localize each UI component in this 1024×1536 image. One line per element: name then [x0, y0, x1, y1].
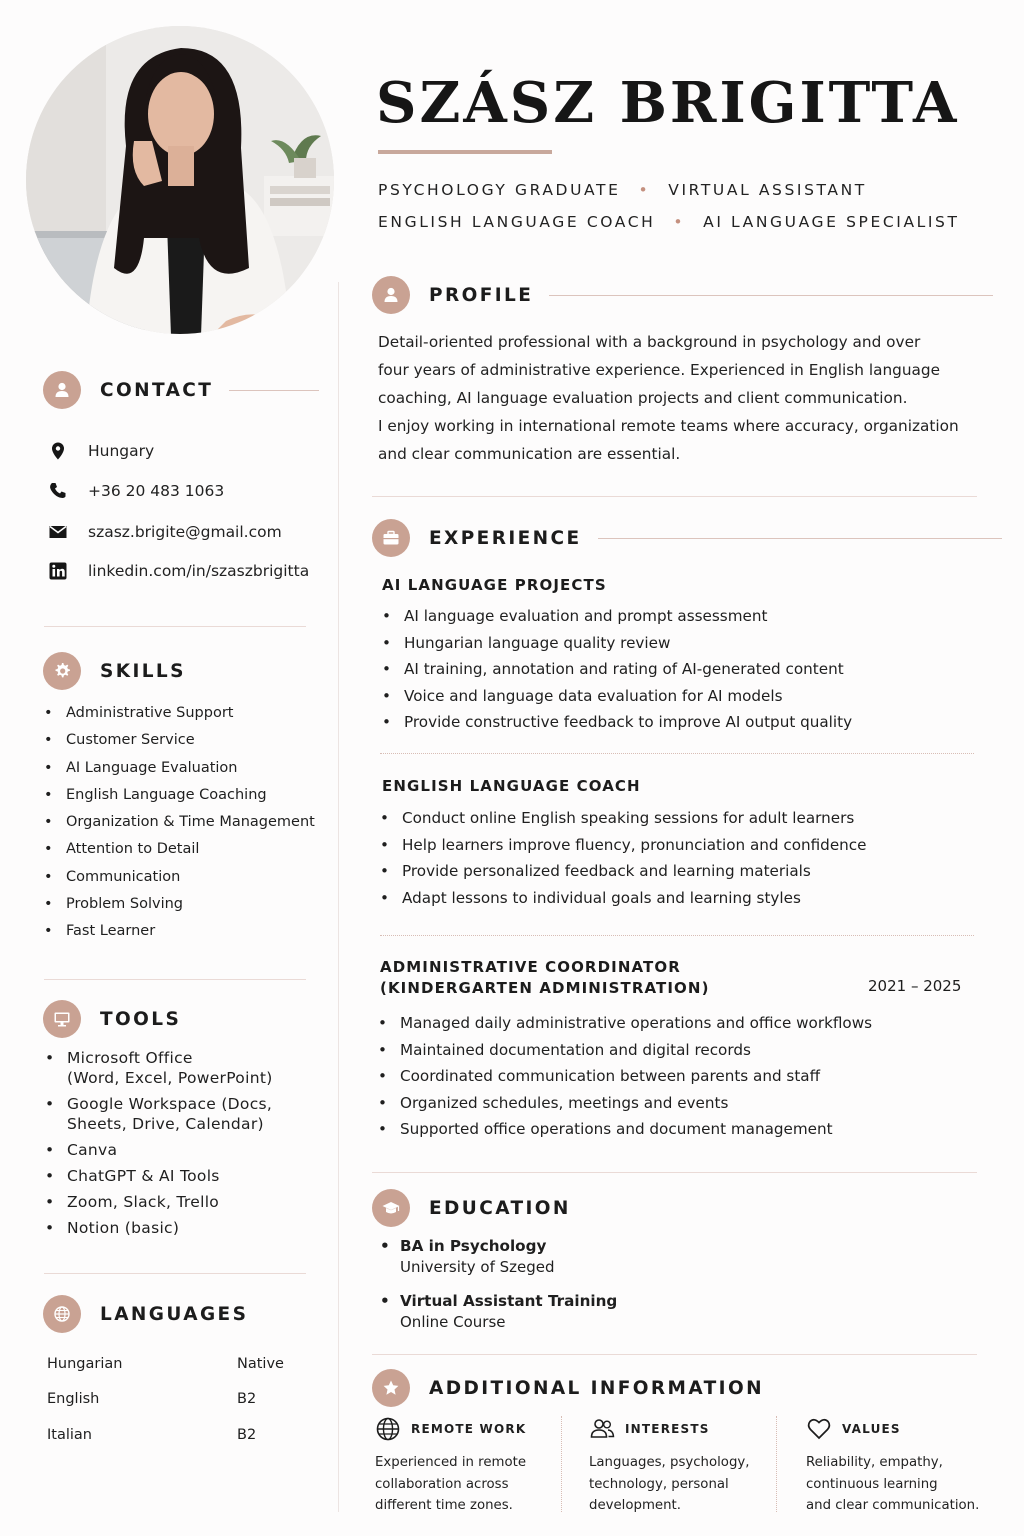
- job-bullet: • Adapt lessons to individual goals and learning styles: [380, 885, 866, 912]
- job-bullet: • Supported office operations and document management: [378, 1116, 872, 1143]
- experience-section-header: [372, 519, 1002, 557]
- tagline-item: ENGLISH LANGUAGE COACH: [378, 213, 656, 231]
- location-pin-icon: [46, 439, 70, 463]
- monitor-icon: [43, 1000, 81, 1038]
- person-icon: [43, 371, 81, 409]
- people-icon: [589, 1416, 615, 1442]
- globe-icon: [375, 1416, 401, 1442]
- institution: University of Szeged: [400, 1258, 555, 1276]
- languages-title: LANGUAGES: [100, 1303, 249, 1325]
- phone-icon: [46, 479, 70, 503]
- tool-name: • Microsoft Office: [67, 1049, 193, 1067]
- profile-line: I enjoy working in international remote teams where accuracy, organization: [378, 417, 959, 435]
- additional-column-values: [806, 1416, 1006, 1517]
- column-separator: [776, 1416, 777, 1512]
- tool-detail: (Word, Excel, PowerPoint): [67, 1069, 273, 1087]
- tool-name: • ChatGPT & AI Tools: [67, 1167, 220, 1185]
- job-bullet: • Maintained documentation and digital records: [378, 1037, 872, 1064]
- experience-title: EXPERIENCE: [429, 527, 582, 549]
- language-name: Italian: [47, 1427, 92, 1443]
- additional-text: [589, 1452, 769, 1517]
- profile-title: PROFILE: [429, 284, 534, 306]
- contact-section-header: [43, 371, 319, 409]
- heart-icon: [806, 1416, 832, 1442]
- tool-item: [45, 1166, 273, 1186]
- job-bullet: • Coordinated communication between parents and staff: [378, 1063, 872, 1090]
- sidebar-divider: [44, 979, 306, 980]
- skill-item: • Organization & Time Management: [44, 809, 315, 836]
- contact-linkedin[interactable]: [46, 559, 309, 583]
- additional-heading: [806, 1416, 1006, 1442]
- language-row: [47, 1427, 307, 1443]
- language-row: [47, 1391, 307, 1407]
- profile-line: and clear communication are essential.: [378, 445, 681, 463]
- profile-line: coaching, AI language evaluation projects and client communication.: [378, 389, 908, 407]
- profile-line: Detail-oriented professional with a background in psychology and over: [378, 333, 921, 351]
- skill-item: • Customer Service: [44, 727, 315, 754]
- phone-text: +36 20 483 1063: [88, 482, 225, 500]
- name-underline: [378, 150, 552, 154]
- contact-email[interactable]: [46, 520, 282, 544]
- email-icon: [46, 520, 70, 544]
- language-level: B2: [237, 1391, 257, 1407]
- tagline-item: PSYCHOLOGY GRADUATE: [378, 181, 621, 199]
- education-item: [380, 1292, 617, 1331]
- contact-location: [46, 439, 154, 463]
- tagline-separator: •: [638, 181, 651, 199]
- job-bullets: [378, 1010, 872, 1143]
- profile-section-header: [372, 276, 993, 314]
- additional-column-remote: [375, 1416, 555, 1517]
- skills-title: SKILLS: [100, 660, 186, 682]
- institution: Online Course: [400, 1313, 506, 1331]
- additional-line: development.: [589, 1498, 681, 1513]
- contact-phone: [46, 479, 224, 503]
- tool-item: [45, 1192, 273, 1212]
- education-item: [380, 1237, 555, 1276]
- tagline-line-1: [378, 181, 867, 199]
- job-bullet: • Provide personalized feedback and learning materials: [380, 858, 866, 885]
- education-title: EDUCATION: [429, 1197, 571, 1219]
- additional-heading-text: REMOTE WORK: [411, 1422, 527, 1436]
- degree: • BA in Psychology: [380, 1237, 555, 1255]
- tool-item: [45, 1048, 273, 1088]
- tool-detail: Sheets, Drive, Calendar): [67, 1115, 264, 1133]
- skills-section-header: [43, 652, 186, 690]
- job-bullets: [380, 805, 866, 911]
- section-divider: [372, 496, 977, 497]
- job-subtitle: (KINDERGARTEN ADMINISTRATION): [380, 979, 710, 997]
- sidebar-divider: [44, 626, 306, 627]
- job-title: AI LANGUAGE PROJECTS: [382, 576, 607, 594]
- additional-line: technology, personal: [589, 1476, 729, 1492]
- tagline-item: VIRTUAL ASSISTANT: [668, 181, 867, 199]
- candidate-name: SZÁSZ BRIGITTA: [376, 70, 960, 136]
- tools-list: [45, 1048, 273, 1244]
- tools-section-header: [43, 1000, 181, 1038]
- job-title: ADMINISTRATIVE COORDINATOR: [380, 958, 681, 976]
- job-bullet: • Managed daily administrative operations and office workflows: [378, 1010, 872, 1037]
- sidebar-divider: [44, 1273, 306, 1274]
- job-bullet: • Voice and language data evaluation for AI models: [382, 683, 852, 710]
- skill-item: • English Language Coaching: [44, 782, 315, 809]
- skill-item: • Communication: [44, 864, 315, 891]
- job-bullet: • Organized schedules, meetings and events: [378, 1090, 872, 1117]
- section-rule: [549, 295, 993, 296]
- additional-line: continuous learning: [806, 1476, 938, 1492]
- job-bullet: • Conduct online English speaking sessions for adult learners: [380, 805, 866, 832]
- contact-title: CONTACT: [100, 379, 214, 401]
- section-rule: [598, 538, 1002, 539]
- additional-heading-text: VALUES: [842, 1422, 901, 1436]
- tools-title: TOOLS: [100, 1008, 182, 1030]
- job-bullet: • AI language evaluation and prompt assessment: [382, 603, 852, 630]
- tool-name: • Notion (basic): [67, 1219, 180, 1237]
- section-divider: [372, 1354, 977, 1355]
- linkedin-link[interactable]: linkedin.com/in/szaszbrigitta: [88, 562, 310, 580]
- additional-line: Languages, psychology,: [589, 1455, 750, 1470]
- languages-section-header: [43, 1295, 248, 1333]
- profile-summary: [378, 328, 968, 468]
- language-level: B2: [237, 1427, 257, 1443]
- additional-line: different time zones.: [375, 1498, 513, 1513]
- job-separator: [380, 753, 974, 754]
- tagline-separator: •: [673, 213, 686, 231]
- skill-item: • Fast Learner: [44, 918, 315, 945]
- additional-column-interests: [589, 1416, 769, 1517]
- person-icon: [372, 276, 410, 314]
- job-separator: [380, 935, 974, 936]
- education-section-header: [372, 1189, 571, 1227]
- job-bullet: • Help learners improve fluency, pronunciation and confidence: [380, 832, 866, 859]
- email-link[interactable]: szasz.brigite@gmail.com: [88, 523, 282, 541]
- skill-item: • AI Language Evaluation: [44, 755, 315, 782]
- job-dates: 2021 – 2025: [868, 977, 962, 995]
- language-name: Hungarian: [47, 1356, 123, 1372]
- additional-heading: [375, 1416, 555, 1442]
- globe-icon: [43, 1295, 81, 1333]
- graduation-cap-icon: [372, 1189, 410, 1227]
- tool-name: • Google Workspace (Docs,: [67, 1095, 273, 1113]
- additional-line: Experienced in remote: [375, 1455, 527, 1470]
- tool-name: • Canva: [67, 1141, 118, 1159]
- briefcase-icon: [372, 519, 410, 557]
- profile-photo: [26, 26, 334, 334]
- column-divider: [338, 282, 339, 1512]
- additional-section-header: [372, 1369, 764, 1407]
- tagline-item: AI LANGUAGE SPECIALIST: [703, 213, 960, 231]
- skill-item: • Problem Solving: [44, 891, 315, 918]
- job-title: ENGLISH LANGUAGE COACH: [382, 777, 641, 795]
- additional-title: ADDITIONAL INFORMATION: [429, 1377, 764, 1399]
- additional-heading: [589, 1416, 769, 1442]
- additional-text: [375, 1452, 555, 1517]
- language-name: English: [47, 1391, 100, 1407]
- skill-item: • Attention to Detail: [44, 836, 315, 863]
- job-bullet: • AI training, annotation and rating of AI-generated content: [382, 656, 852, 683]
- additional-line: collaboration across: [375, 1476, 509, 1492]
- column-separator: [561, 1416, 562, 1512]
- tool-item: [45, 1218, 273, 1238]
- gear-icon: [43, 652, 81, 690]
- job-bullet: • Hungarian language quality review: [382, 630, 852, 657]
- additional-line: and clear communication.: [806, 1498, 980, 1513]
- skills-list: [44, 700, 315, 946]
- job-bullet: • Provide constructive feedback to improve AI output quality: [382, 709, 852, 736]
- job-bullets: [382, 603, 852, 736]
- location-text: Hungary: [88, 442, 155, 460]
- tool-item: [45, 1140, 273, 1160]
- linkedin-icon: [46, 559, 70, 583]
- section-divider: [372, 1172, 977, 1173]
- additional-text: [806, 1452, 1006, 1517]
- tagline-line-2: [378, 213, 960, 231]
- language-row: [47, 1356, 307, 1372]
- star-icon: [372, 1369, 410, 1407]
- profile-line: four years of administrative experience. Experienced in English language: [378, 361, 941, 379]
- language-level: Native: [237, 1356, 284, 1372]
- additional-heading-text: INTERESTS: [625, 1422, 710, 1436]
- tool-name: • Zoom, Slack, Trello: [67, 1193, 220, 1211]
- additional-line: Reliability, empathy,: [806, 1455, 943, 1470]
- tool-item: [45, 1094, 273, 1134]
- skill-item: • Administrative Support: [44, 700, 315, 727]
- degree: • Virtual Assistant Training: [380, 1292, 617, 1310]
- section-rule: [229, 390, 319, 391]
